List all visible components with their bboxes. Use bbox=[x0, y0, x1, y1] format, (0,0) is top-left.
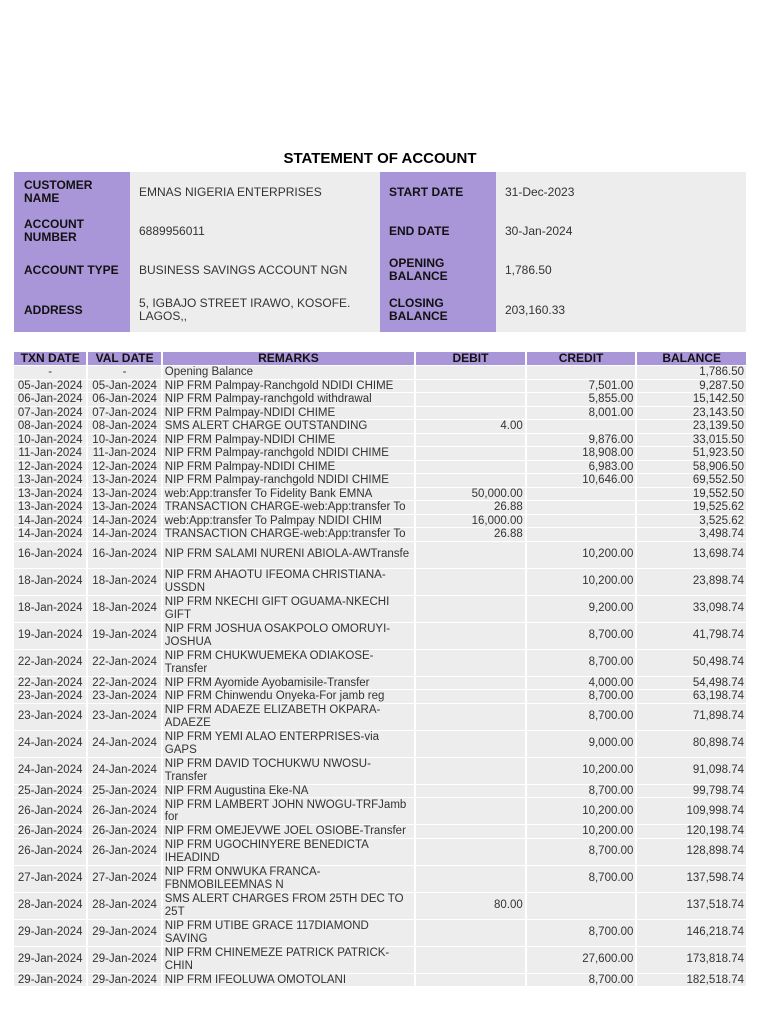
credit-cell: 8,001.00 bbox=[527, 407, 636, 420]
account-info-panel bbox=[14, 172, 746, 332]
debit-cell bbox=[416, 677, 525, 690]
table-row bbox=[14, 474, 746, 487]
txn-date-cell: 13-Jan-2024 bbox=[14, 474, 86, 487]
val-date-cell: 13-Jan-2024 bbox=[88, 488, 160, 501]
balance-cell: 109,998.74 bbox=[637, 798, 746, 824]
balance-cell: 13,698.74 bbox=[637, 542, 746, 568]
balance-cell: 80,898.74 bbox=[637, 731, 746, 757]
credit-cell: 8,700.00 bbox=[527, 704, 636, 730]
balance-cell: 146,218.74 bbox=[637, 920, 746, 946]
remarks-cell: NIP FRM Palmpay-ranchgold NDIDI CHIME bbox=[163, 447, 414, 460]
credit-cell: 9,000.00 bbox=[527, 731, 636, 757]
val-date-cell: 24-Jan-2024 bbox=[88, 731, 160, 757]
remarks-cell: NIP FRM Augustina Eke-NA bbox=[163, 785, 414, 798]
txn-date-cell: 29-Jan-2024 bbox=[14, 974, 86, 987]
balance-cell: 58,906.50 bbox=[637, 461, 746, 474]
txn-date-cell: 14-Jan-2024 bbox=[14, 515, 86, 528]
table-row bbox=[14, 501, 746, 514]
val-date-cell: 05-Jan-2024 bbox=[88, 380, 160, 393]
txn-date-cell: 19-Jan-2024 bbox=[14, 623, 86, 649]
table-row bbox=[14, 893, 746, 919]
debit-cell bbox=[416, 920, 525, 946]
table-row bbox=[14, 650, 746, 676]
remarks-cell: NIP FRM Palmpay-ranchgold withdrawal bbox=[163, 393, 414, 406]
credit-cell bbox=[527, 501, 636, 514]
table-row bbox=[14, 758, 746, 784]
credit-cell: 8,700.00 bbox=[527, 974, 636, 987]
transactions-table bbox=[12, 351, 748, 987]
account-type-label: ACCOUNT TYPE bbox=[24, 262, 119, 277]
remarks-cell: SMS ALERT CHARGES FROM 25TH DEC TO 25T bbox=[163, 893, 414, 919]
column-header-balance: BALANCE bbox=[637, 352, 746, 365]
remarks-cell: NIP FRM OMEJEVWE JOEL OSIOBE-Transfer bbox=[163, 825, 414, 838]
txn-date-cell: 13-Jan-2024 bbox=[14, 488, 86, 501]
end-date-label: END DATE bbox=[389, 223, 450, 238]
remarks-cell: NIP FRM Ayomide Ayobamisile-Transfer bbox=[163, 677, 414, 690]
remarks-cell: web:App:transfer To Palmpay NDIDI CHIM bbox=[163, 515, 414, 528]
balance-cell: 23,898.74 bbox=[637, 569, 746, 595]
balance-cell: 1,786.50 bbox=[637, 366, 746, 379]
balance-cell: 137,518.74 bbox=[637, 893, 746, 919]
table-row bbox=[14, 866, 746, 892]
txn-date-cell: 22-Jan-2024 bbox=[14, 650, 86, 676]
val-date-cell: 08-Jan-2024 bbox=[88, 420, 160, 433]
credit-cell: 8,700.00 bbox=[527, 920, 636, 946]
table-row bbox=[14, 947, 746, 973]
column-header-debit: DEBIT bbox=[416, 352, 525, 365]
column-header-val-date: VAL DATE bbox=[88, 352, 160, 365]
table-row bbox=[14, 393, 746, 406]
balance-cell: 23,139.50 bbox=[637, 420, 746, 433]
credit-cell bbox=[527, 528, 636, 541]
debit-cell bbox=[416, 596, 525, 622]
table-row bbox=[14, 569, 746, 595]
remarks-cell: NIP FRM ONWUKA FRANCA-FBNMOBILEEMNAS N bbox=[163, 866, 414, 892]
remarks-cell: web:App:transfer To Fidelity Bank EMNA bbox=[163, 488, 414, 501]
balance-cell: 9,287.50 bbox=[637, 380, 746, 393]
txn-date-cell: 24-Jan-2024 bbox=[14, 758, 86, 784]
txn-date-cell: 05-Jan-2024 bbox=[14, 380, 86, 393]
credit-cell: 8,700.00 bbox=[527, 650, 636, 676]
debit-cell bbox=[416, 650, 525, 676]
val-date-cell: 28-Jan-2024 bbox=[88, 893, 160, 919]
debit-cell bbox=[416, 474, 525, 487]
account-number-value: 6889956011 bbox=[139, 223, 205, 238]
val-date-cell: 16-Jan-2024 bbox=[88, 542, 160, 568]
remarks-cell: NIP FRM UGOCHINYERE BENEDICTA IHEADIND bbox=[163, 839, 414, 865]
debit-cell: 26.88 bbox=[416, 501, 525, 514]
table-row bbox=[14, 420, 746, 433]
txn-date-cell: - bbox=[14, 366, 86, 379]
balance-cell: 33,098.74 bbox=[637, 596, 746, 622]
val-date-cell: 13-Jan-2024 bbox=[88, 474, 160, 487]
txn-date-cell: 28-Jan-2024 bbox=[14, 893, 86, 919]
column-header-credit: CREDIT bbox=[527, 352, 636, 365]
debit-cell bbox=[416, 758, 525, 784]
balance-cell: 173,818.74 bbox=[637, 947, 746, 973]
credit-cell: 5,855.00 bbox=[527, 393, 636, 406]
txn-date-cell: 22-Jan-2024 bbox=[14, 677, 86, 690]
debit-cell bbox=[416, 947, 525, 973]
val-date-cell: 24-Jan-2024 bbox=[88, 758, 160, 784]
debit-cell: 80.00 bbox=[416, 893, 525, 919]
balance-cell: 63,198.74 bbox=[637, 690, 746, 703]
credit-cell: 8,700.00 bbox=[527, 839, 636, 865]
txn-date-cell: 18-Jan-2024 bbox=[14, 596, 86, 622]
remarks-cell: NIP FRM SALAMI NURENI ABIOLA-AWTransfe bbox=[163, 542, 414, 568]
remarks-cell: NIP FRM Palmpay-Ranchgold NDIDI CHIME bbox=[163, 380, 414, 393]
table-row bbox=[14, 623, 746, 649]
txn-date-cell: 26-Jan-2024 bbox=[14, 839, 86, 865]
balance-cell: 137,598.74 bbox=[637, 866, 746, 892]
balance-cell: 33,015.50 bbox=[637, 434, 746, 447]
remarks-cell: Opening Balance bbox=[163, 366, 414, 379]
remarks-cell: NIP FRM Palmpay-NDIDI CHIME bbox=[163, 461, 414, 474]
val-date-cell: 18-Jan-2024 bbox=[88, 569, 160, 595]
remarks-cell: NIP FRM Palmpay-ranchgold NDIDI CHIME bbox=[163, 474, 414, 487]
credit-cell: 10,200.00 bbox=[527, 825, 636, 838]
credit-cell: 8,700.00 bbox=[527, 785, 636, 798]
debit-cell bbox=[416, 623, 525, 649]
table-row bbox=[14, 825, 746, 838]
table-row bbox=[14, 366, 746, 379]
txn-date-cell: 12-Jan-2024 bbox=[14, 461, 86, 474]
debit-cell bbox=[416, 785, 525, 798]
balance-cell: 3,498.74 bbox=[637, 528, 746, 541]
remarks-cell: NIP FRM CHINEMEZE PATRICK PATRICK-CHIN bbox=[163, 947, 414, 973]
credit-cell: 9,876.00 bbox=[527, 434, 636, 447]
table-header-row bbox=[14, 352, 746, 365]
opening-balance-label: OPENING BALANCE bbox=[389, 256, 448, 283]
remarks-cell: NIP FRM Chinwendu Onyeka-For jamb reg bbox=[163, 690, 414, 703]
txn-date-cell: 23-Jan-2024 bbox=[14, 690, 86, 703]
val-date-cell: 14-Jan-2024 bbox=[88, 515, 160, 528]
txn-date-cell: 25-Jan-2024 bbox=[14, 785, 86, 798]
table-row bbox=[14, 488, 746, 501]
address-value: 5, IGBAJO STREET IRAWO, KOSOFE. LAGOS,, bbox=[139, 296, 351, 323]
table-row bbox=[14, 542, 746, 568]
balance-cell: 99,798.74 bbox=[637, 785, 746, 798]
txn-date-cell: 18-Jan-2024 bbox=[14, 569, 86, 595]
val-date-cell: 25-Jan-2024 bbox=[88, 785, 160, 798]
credit-cell: 8,700.00 bbox=[527, 866, 636, 892]
txn-date-cell: 14-Jan-2024 bbox=[14, 528, 86, 541]
balance-cell: 15,142.50 bbox=[637, 393, 746, 406]
remarks-cell: NIP FRM UTIBE GRACE 117DIAMOND SAVING bbox=[163, 920, 414, 946]
opening-balance-value: 1,786.50 bbox=[505, 262, 552, 277]
val-date-cell: 23-Jan-2024 bbox=[88, 690, 160, 703]
remarks-cell: NIP FRM IFEOLUWA OMOTOLANI bbox=[163, 974, 414, 987]
txn-date-cell: 06-Jan-2024 bbox=[14, 393, 86, 406]
table-row bbox=[14, 528, 746, 541]
address-label: ADDRESS bbox=[24, 302, 83, 317]
txn-date-cell: 08-Jan-2024 bbox=[14, 420, 86, 433]
debit-cell bbox=[416, 825, 525, 838]
start-date-label: START DATE bbox=[389, 184, 464, 199]
closing-balance-label: CLOSING BALANCE bbox=[389, 296, 448, 323]
debit-cell: 16,000.00 bbox=[416, 515, 525, 528]
val-date-cell: - bbox=[88, 366, 160, 379]
table-row bbox=[14, 380, 746, 393]
balance-cell: 128,898.74 bbox=[637, 839, 746, 865]
txn-date-cell: 10-Jan-2024 bbox=[14, 434, 86, 447]
remarks-cell: NIP FRM CHUKWUEMEKA ODIAKOSE-Transfer bbox=[163, 650, 414, 676]
debit-cell bbox=[416, 866, 525, 892]
credit-cell: 6,983.00 bbox=[527, 461, 636, 474]
debit-cell bbox=[416, 434, 525, 447]
val-date-cell: 06-Jan-2024 bbox=[88, 393, 160, 406]
val-date-cell: 26-Jan-2024 bbox=[88, 798, 160, 824]
remarks-cell: TRANSACTION CHARGE-web:App:transfer To bbox=[163, 528, 414, 541]
debit-cell bbox=[416, 366, 525, 379]
debit-cell bbox=[416, 393, 525, 406]
credit-cell bbox=[527, 515, 636, 528]
credit-cell: 27,600.00 bbox=[527, 947, 636, 973]
remarks-cell: NIP FRM Palmpay-NDIDI CHIME bbox=[163, 407, 414, 420]
val-date-cell: 11-Jan-2024 bbox=[88, 447, 160, 460]
table-row bbox=[14, 461, 746, 474]
credit-cell: 8,700.00 bbox=[527, 623, 636, 649]
debit-cell bbox=[416, 839, 525, 865]
credit-cell: 7,501.00 bbox=[527, 380, 636, 393]
val-date-cell: 29-Jan-2024 bbox=[88, 920, 160, 946]
balance-cell: 91,098.74 bbox=[637, 758, 746, 784]
debit-cell bbox=[416, 704, 525, 730]
debit-cell bbox=[416, 798, 525, 824]
debit-cell bbox=[416, 447, 525, 460]
balance-cell: 54,498.74 bbox=[637, 677, 746, 690]
credit-cell: 10,200.00 bbox=[527, 758, 636, 784]
txn-date-cell: 29-Jan-2024 bbox=[14, 920, 86, 946]
txn-date-cell: 27-Jan-2024 bbox=[14, 866, 86, 892]
table-row bbox=[14, 690, 746, 703]
balance-cell: 23,143.50 bbox=[637, 407, 746, 420]
val-date-cell: 29-Jan-2024 bbox=[88, 947, 160, 973]
debit-cell bbox=[416, 974, 525, 987]
val-date-cell: 27-Jan-2024 bbox=[88, 866, 160, 892]
debit-cell bbox=[416, 461, 525, 474]
remarks-cell: NIP FRM DAVID TOCHUKWU NWOSU-Transfer bbox=[163, 758, 414, 784]
credit-cell bbox=[527, 420, 636, 433]
val-date-cell: 10-Jan-2024 bbox=[88, 434, 160, 447]
txn-date-cell: 26-Jan-2024 bbox=[14, 798, 86, 824]
debit-cell bbox=[416, 542, 525, 568]
remarks-cell: NIP FRM AHAOTU IFEOMA CHRISTIANA-USSDN bbox=[163, 569, 414, 595]
balance-cell: 71,898.74 bbox=[637, 704, 746, 730]
column-header-remarks: REMARKS bbox=[163, 352, 414, 365]
credit-cell: 18,908.00 bbox=[527, 447, 636, 460]
txn-date-cell: 24-Jan-2024 bbox=[14, 731, 86, 757]
credit-cell: 9,200.00 bbox=[527, 596, 636, 622]
table-row bbox=[14, 596, 746, 622]
debit-cell: 4.00 bbox=[416, 420, 525, 433]
val-date-cell: 26-Jan-2024 bbox=[88, 839, 160, 865]
remarks-cell: NIP FRM JOSHUA OSAKPOLO OMORUYI-JOSHUA bbox=[163, 623, 414, 649]
debit-cell bbox=[416, 569, 525, 595]
table-row bbox=[14, 839, 746, 865]
balance-cell: 69,552.50 bbox=[637, 474, 746, 487]
balance-cell: 51,923.50 bbox=[637, 447, 746, 460]
transactions-body bbox=[14, 366, 746, 986]
balance-cell: 120,198.74 bbox=[637, 825, 746, 838]
val-date-cell: 22-Jan-2024 bbox=[88, 677, 160, 690]
debit-cell bbox=[416, 690, 525, 703]
table-row bbox=[14, 407, 746, 420]
credit-cell bbox=[527, 893, 636, 919]
balance-cell: 182,518.74 bbox=[637, 974, 746, 987]
remarks-cell: NIP FRM YEMI ALAO ENTERPRISES-via GAPS bbox=[163, 731, 414, 757]
remarks-cell: NIP FRM NKECHI GIFT OGUAMA-NKECHI GIFT bbox=[163, 596, 414, 622]
end-date-value: 30-Jan-2024 bbox=[505, 223, 573, 238]
balance-cell: 19,525.62 bbox=[637, 501, 746, 514]
txn-date-cell: 13-Jan-2024 bbox=[14, 501, 86, 514]
closing-balance-value: 203,160.33 bbox=[505, 302, 566, 317]
balance-cell: 41,798.74 bbox=[637, 623, 746, 649]
debit-cell: 50,000.00 bbox=[416, 488, 525, 501]
val-date-cell: 18-Jan-2024 bbox=[88, 596, 160, 622]
remarks-cell: SMS ALERT CHARGE OUTSTANDING bbox=[163, 420, 414, 433]
val-date-cell: 13-Jan-2024 bbox=[88, 501, 160, 514]
statement-title: STATEMENT OF ACCOUNT bbox=[283, 150, 477, 167]
table-row bbox=[14, 434, 746, 447]
credit-cell: 4,000.00 bbox=[527, 677, 636, 690]
debit-cell: 26.88 bbox=[416, 528, 525, 541]
val-date-cell: 23-Jan-2024 bbox=[88, 704, 160, 730]
balance-cell: 3,525.62 bbox=[637, 515, 746, 528]
table-row bbox=[14, 785, 746, 798]
table-row bbox=[14, 677, 746, 690]
credit-cell: 10,200.00 bbox=[527, 542, 636, 568]
credit-cell: 10,646.00 bbox=[527, 474, 636, 487]
table-row bbox=[14, 920, 746, 946]
val-date-cell: 19-Jan-2024 bbox=[88, 623, 160, 649]
account-number-label: ACCOUNT NUMBER bbox=[24, 217, 84, 244]
table-row bbox=[14, 515, 746, 528]
txn-date-cell: 16-Jan-2024 bbox=[14, 542, 86, 568]
account-type-value: BUSINESS SAVINGS ACCOUNT NGN bbox=[139, 262, 348, 277]
credit-cell: 10,200.00 bbox=[527, 798, 636, 824]
table-row bbox=[14, 974, 746, 987]
remarks-cell: TRANSACTION CHARGE-web:App:transfer To bbox=[163, 501, 414, 514]
debit-cell bbox=[416, 407, 525, 420]
val-date-cell: 14-Jan-2024 bbox=[88, 528, 160, 541]
val-date-cell: 07-Jan-2024 bbox=[88, 407, 160, 420]
balance-cell: 50,498.74 bbox=[637, 650, 746, 676]
txn-date-cell: 26-Jan-2024 bbox=[14, 825, 86, 838]
val-date-cell: 26-Jan-2024 bbox=[88, 825, 160, 838]
start-date-value: 31-Dec-2023 bbox=[505, 184, 575, 199]
remarks-cell: NIP FRM LAMBERT JOHN NWOGU-TRFJamb for bbox=[163, 798, 414, 824]
customer-name-label: CUSTOMER NAME bbox=[24, 178, 93, 205]
credit-cell bbox=[527, 366, 636, 379]
table-row bbox=[14, 798, 746, 824]
val-date-cell: 12-Jan-2024 bbox=[88, 461, 160, 474]
remarks-cell: NIP FRM ADAEZE ELIZABETH OKPARA-ADAEZE bbox=[163, 704, 414, 730]
table-row bbox=[14, 447, 746, 460]
table-row bbox=[14, 704, 746, 730]
customer-name-value: EMNAS NIGERIA ENTERPRISES bbox=[139, 184, 322, 199]
txn-date-cell: 11-Jan-2024 bbox=[14, 447, 86, 460]
debit-cell bbox=[416, 731, 525, 757]
column-header-txn-date: TXN DATE bbox=[14, 352, 86, 365]
txn-date-cell: 23-Jan-2024 bbox=[14, 704, 86, 730]
credit-cell bbox=[527, 488, 636, 501]
debit-cell bbox=[416, 380, 525, 393]
val-date-cell: 22-Jan-2024 bbox=[88, 650, 160, 676]
remarks-cell: NIP FRM Palmpay-NDIDI CHIME bbox=[163, 434, 414, 447]
table-row bbox=[14, 731, 746, 757]
txn-date-cell: 07-Jan-2024 bbox=[14, 407, 86, 420]
credit-cell: 10,200.00 bbox=[527, 569, 636, 595]
balance-cell: 19,552.50 bbox=[637, 488, 746, 501]
credit-cell: 8,700.00 bbox=[527, 690, 636, 703]
val-date-cell: 29-Jan-2024 bbox=[88, 974, 160, 987]
txn-date-cell: 29-Jan-2024 bbox=[14, 947, 86, 973]
